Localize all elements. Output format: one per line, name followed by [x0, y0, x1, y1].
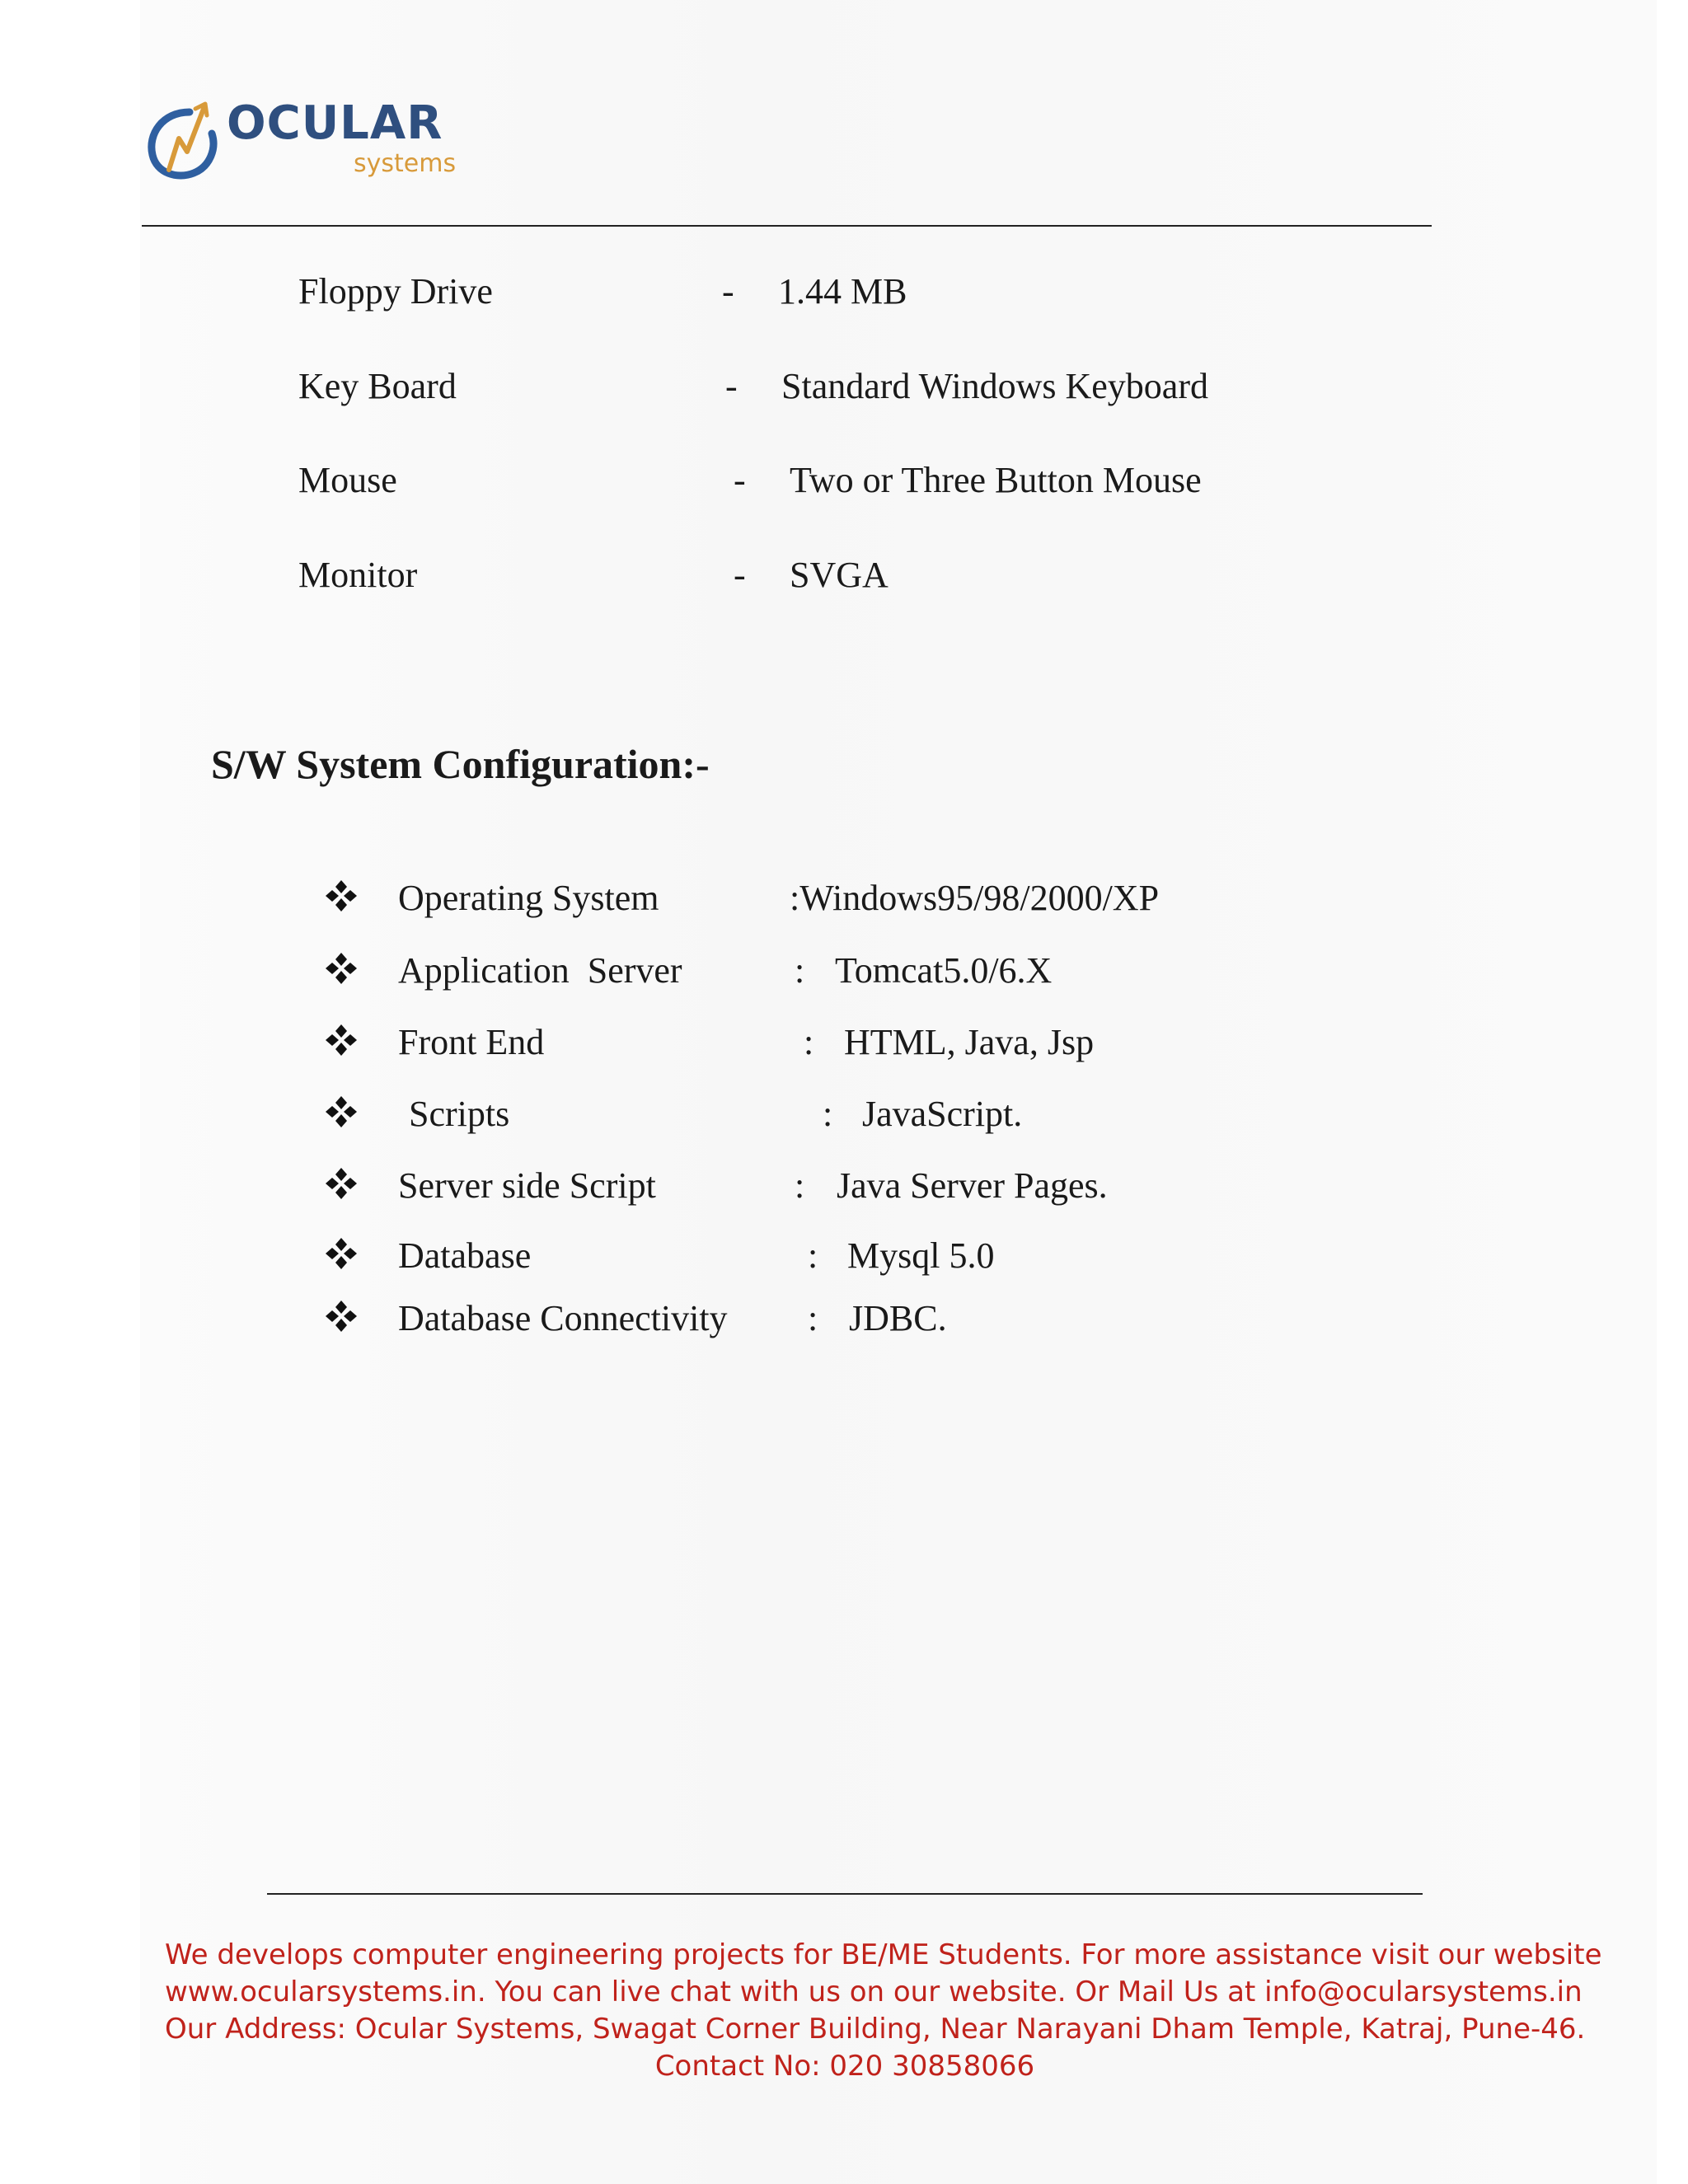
- software-value: JDBC.: [849, 1298, 947, 1338]
- hardware-label: Floppy Drive: [298, 271, 493, 312]
- software-separator: :: [823, 1094, 833, 1134]
- ocular-systems-logo: [144, 97, 490, 196]
- diamond-bullet-icon: [324, 951, 359, 986]
- diamond-bullet-icon: [324, 879, 359, 913]
- diamond-bullet-icon: [324, 1023, 359, 1057]
- software-label: Application Server: [398, 950, 682, 991]
- hardware-value: 1.44 MB: [778, 271, 907, 312]
- footer-line: We develops computer engineering projects for BE/ME Students. For more assistance visit our website: [165, 1938, 1602, 1971]
- header-divider: [142, 225, 1432, 227]
- hardware-separator: -: [734, 555, 746, 595]
- software-label: Database: [398, 1235, 532, 1276]
- software-label: Server side Script: [398, 1165, 656, 1206]
- software-value: Java Server Pages.: [837, 1165, 1108, 1206]
- software-separator: :: [795, 1165, 805, 1206]
- hardware-label: Mouse: [298, 460, 397, 500]
- software-separator: :: [808, 1235, 818, 1276]
- diamond-bullet-icon: [324, 1236, 359, 1271]
- software-value: HTML, Java, Jsp: [844, 1022, 1095, 1062]
- hardware-label: Monitor: [298, 555, 418, 595]
- software-separator: :: [804, 1022, 814, 1062]
- software-value: Mysql 5.0: [847, 1235, 995, 1276]
- software-value: JavaScript.: [862, 1094, 1023, 1134]
- footer-line: Contact No: 020 30858066: [654, 2050, 1035, 2083]
- hardware-value: SVGA: [790, 555, 889, 595]
- software-value: Tomcat5.0/6.X: [835, 950, 1053, 991]
- section-heading: S/W System Configuration:-: [211, 741, 710, 787]
- footer-divider: [267, 1893, 1423, 1895]
- software-separator: :: [808, 1298, 818, 1338]
- hardware-value: Standard Windows Keyboard: [781, 366, 1208, 406]
- software-label: Database Connectivity: [398, 1298, 728, 1338]
- software-label: Operating System: [398, 878, 659, 918]
- logo-subtext: systems: [354, 149, 457, 178]
- hardware-separator: -: [722, 271, 734, 312]
- hardware-separator: -: [734, 460, 746, 500]
- software-label: Scripts: [409, 1094, 510, 1134]
- hardware-value: Two or Three Button Mouse: [790, 460, 1202, 500]
- software-separator: :: [795, 950, 805, 991]
- diamond-bullet-icon: [324, 1299, 359, 1333]
- software-value: :Windows95/98/2000/XP: [790, 878, 1160, 918]
- logo-swirl-icon: [144, 97, 227, 188]
- diamond-bullet-icon: [324, 1094, 359, 1129]
- footer-line: Our Address: Ocular Systems, Swagat Corner Building, Near Narayani Dham Temple, Katraj, Pune-46.: [165, 2013, 1586, 2046]
- footer-line: www.ocularsystems.in. You can live chat with us on our website. Or Mail Us at info@ocularsystems.in: [165, 1975, 1582, 2008]
- software-label: Front End: [398, 1022, 545, 1062]
- page-background: [140, 0, 1657, 2184]
- logo-wordmark: OCULAR: [227, 96, 443, 150]
- hardware-separator: -: [725, 366, 738, 406]
- hardware-label: Key Board: [298, 366, 457, 406]
- diamond-bullet-icon: [324, 1166, 359, 1201]
